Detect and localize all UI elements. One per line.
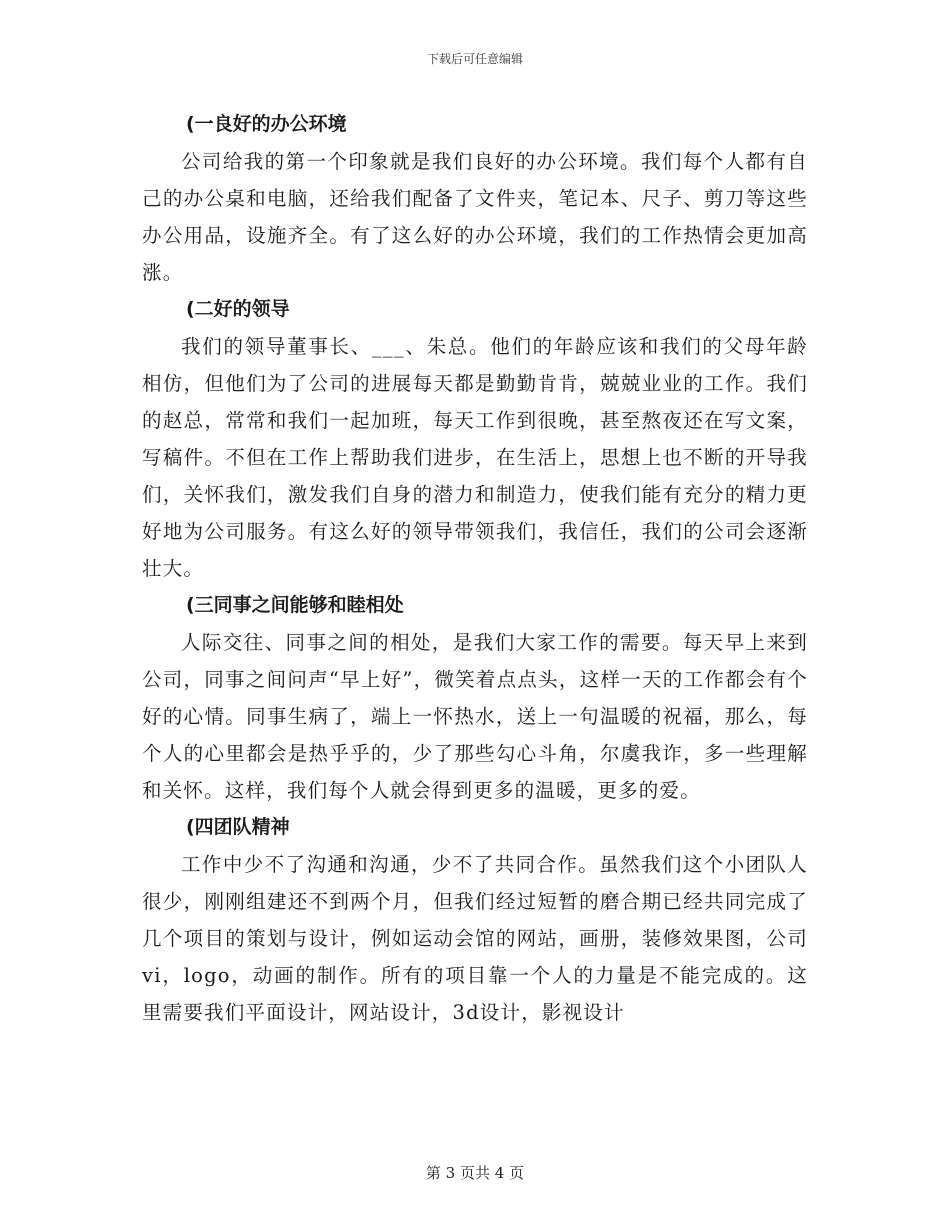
- page-header: 下载后可任意编辑: [426, 52, 523, 66]
- section-paragraph: 工作中少不了沟通和沟通，少不了共同合作。虽然我们这个小团队人很少，刚刚组建还不到两个月，但我们经过短暂的磨合期已经共同完成了几个项目的策划与设计，例如运动会馆的网站，画册，装修效果图，公司vi，logo，动画的制作。所有的项目靠一个人的力量是不能完成的。这里需要我们平面设计，网站设计，3d设计，影视设计: [142, 853, 808, 1024]
- section-heading: (四团队精神: [186, 816, 290, 838]
- section-colleague-harmony: [142, 587, 808, 809]
- section-heading: (二好的领导: [186, 298, 290, 320]
- section-heading: (一良好的办公环境: [186, 113, 347, 135]
- section-good-leadership: [142, 291, 808, 587]
- section-paragraph: 公司给我的第一个印象就是我们良好的办公环境。我们每个人都有自己的办公桌和电脑，还给我们配备了文件夹，笔记本、尺子、剪刀等这些办公用品，设施齐全。有了这么好的办公环境，我们的工作热情会更加高涨。: [142, 150, 808, 284]
- page-number-footer: 第 3 页共 4 页: [425, 1164, 525, 1182]
- section-paragraph: 我们的领导董事长、___、朱总。他们的年龄应该和我们的父母年龄相仿，但他们为了公司的进展每天都是勤勤肯肯，兢兢业业的工作。我们的赵总，常常和我们一起加班，每天工作到很晚，甚至熬夜还在写文案，写稿件。不但在工作上帮助我们进步，在生活上，思想上也不断的开导我们，关怀我们，激发我们自身的潜力和制造力，使我们能有充分的精力更好地为公司服务。有这么好的领导带领我们，我信任，我们的公司会逐渐壮大。: [142, 335, 808, 580]
- document-body: [142, 106, 808, 1031]
- section-office-environment: [142, 106, 808, 291]
- section-team-spirit: [142, 809, 808, 1031]
- section-heading: (三同事之间能够和睦相处: [186, 594, 404, 616]
- section-paragraph: 人际交往、同事之间的相处，是我们大家工作的需要。每天早上来到公司，同事之间问声“早上好”，微笑着点点头，这样一天的工作都会有个好的心情。同事生病了，端上一怀热水，送上一句温暖的祝福，那么，每个人的心里都会是热乎乎的，少了那些勾心斗角，尔虞我诈，多一些理解和关怀。这样，我们每个人就会得到更多的温暖，更多的爱。: [142, 631, 808, 802]
